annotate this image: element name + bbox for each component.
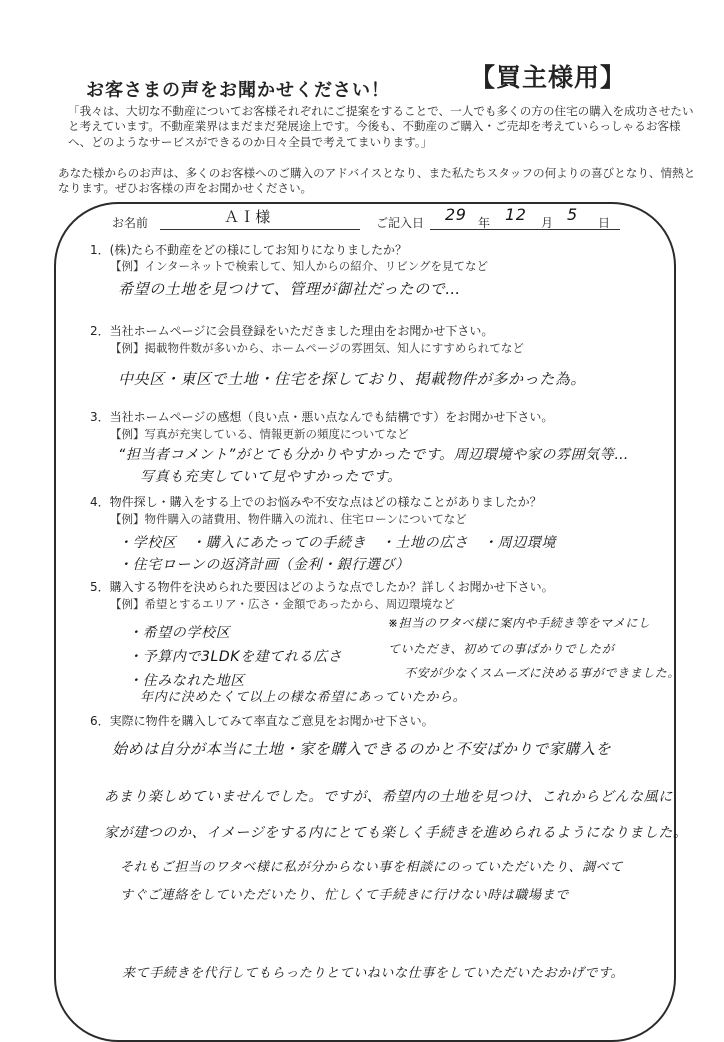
answer-6-line-2: あまり楽しめていませんでした。ですが、希望内の土地を見つけ、これからどんな風に (104, 789, 673, 805)
answer-1: 希望の土地を見つけて、管理が御社だったので… (118, 280, 461, 298)
answer-5-right-2: 不安が少なくスムーズに決める事ができました。 (404, 666, 681, 680)
date-label: ご記入日 (376, 216, 425, 230)
example-5: 【例】希望とするエリア・広さ・金額であったから、周辺環境など (110, 597, 455, 611)
answer-3-line-1: “担当者コメント”がとても分かりやすかったです。周辺環境や家の雰囲気等… (118, 447, 629, 463)
question-4: 4．物件探し・購入をする上でのお悩みや不安な点はどの様なことがありましたか？ (90, 495, 542, 509)
example-4: 【例】物件購入の諸費用、物件購入の流れ、住宅ローンについてなど (110, 512, 467, 526)
answer-6-line-1: 始めは自分が本当に土地・家を購入できるのかと不安ばかりで家購入を (112, 740, 612, 758)
answer-2: 中央区・東区で土地・住宅を探しており、掲載物件が多かった為。 (118, 370, 587, 388)
question-2: 2．当社ホームページに会員登録をいただきました理由をお聞かせ下さい。 (90, 324, 494, 338)
date-underline (430, 229, 620, 230)
date-day-value: 5 (567, 205, 578, 224)
intro-body: あなた様からのお声は、多くのお客様へのご購入のアドバイスとなり、また私たちスタッフの何よりの喜びとなり、情熱となります。ぜひお客様の声をお聞かせください。 (58, 166, 696, 196)
answer-5-right-1: ※担当のワタベ様に案内や手続き等をマメにしていただき、初めての事ばかりでしたが (388, 616, 651, 656)
answer-5-left-3: ・住みなれた地区 (128, 673, 245, 689)
question-1: 1．(株)たら不動産をどの様にしてお知りになりましたか？ (90, 243, 408, 257)
example-3: 【例】写真が充実している、情報更新の頻度についてなど (110, 427, 409, 441)
year-unit: 年 (478, 216, 491, 230)
example-2: 【例】掲載物件数が多いから、ホームページの雰囲気、知人にすすめられてなど (110, 341, 524, 355)
day-unit: 日 (598, 216, 611, 230)
question-6: 6．実際に物件を購入してみて率直なご意見をお聞かせ下さい。 (90, 714, 434, 728)
example-1: 【例】インターネットで検索して、知人からの紹介、リビングを見てなど (110, 259, 489, 273)
answer-4-line-2: ・住宅ローンの返済計画（金利・銀行選び） (118, 557, 410, 573)
answer-6-line-6: 来て手続きを代行してもらったりとていねいな仕事をしていただいたおかげです。 (122, 966, 625, 981)
answer-5-left-4: 年内に決めたくて以上の様な希望にあっていたから。 (140, 690, 467, 705)
month-unit: 月 (541, 216, 554, 230)
name-label: お名前 (112, 216, 149, 230)
page-title: お客さまの声をお聞かせください！ (86, 80, 390, 101)
name-underline (160, 229, 360, 230)
question-5: 5．購入する物件を決められた要因はどのような点でしたか？詳しくお聞かせ下さい。 (90, 580, 554, 594)
answer-6-line-4: それもご担当のワタベ様に私が分からない事を相談にのっていただいたり、調べて (120, 860, 623, 875)
answer-4-line-1: ・学校区 ・購入にあたっての手続き ・土地の広さ ・周辺環境 (118, 535, 556, 551)
answer-6-line-5: すぐご連絡をしていただいたり、忙しくて手続きに行けない時は職場まで (120, 888, 569, 903)
answer-5-left-2: ・予算内で3LDKを建てれる広さ (128, 649, 343, 665)
date-year-value: 29 (445, 205, 467, 224)
answer-5-left-1: ・希望の学校区 (128, 625, 231, 641)
date-month-value: 12 (505, 205, 527, 224)
answer-3-line-2: 写真も充実していて見やすかったです。 (140, 469, 402, 485)
name-value: ＡＩ様 (224, 208, 271, 226)
buyer-form-badge: 【買主様用】 (470, 63, 627, 92)
intro-quote: 「我々は、大切な不動産についてお客様それぞれにご提案をすることで、一人でも多くの方の住宅の購入を成功させたいと考えています。不動産業界はまだまだ発展途上です。今後も、不動産のご購入・ご売却を考えていらっしゃるお客様へ、どのようなサービスができるのか日々全員で考えてまいります。」 (68, 104, 694, 149)
answer-6-line-3: 家が建つのか、イメージをする内にとても楽しく手続きを進められるようになりました。 (104, 825, 688, 841)
question-3: 3．当社ホームページの感想（良い点・悪い点なんでも結構です）をお聞かせ下さい。 (90, 410, 554, 424)
